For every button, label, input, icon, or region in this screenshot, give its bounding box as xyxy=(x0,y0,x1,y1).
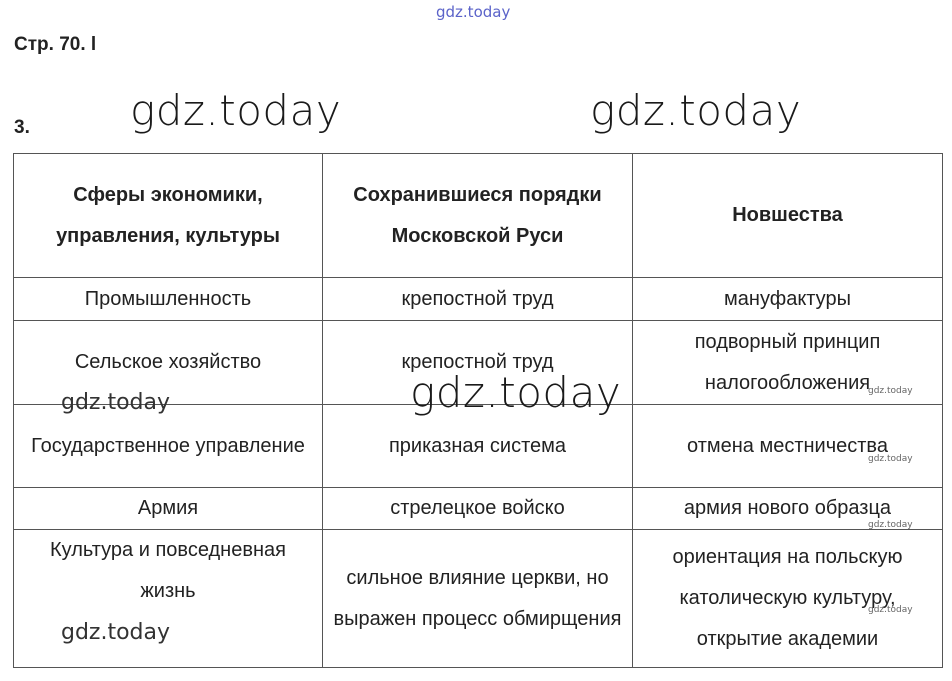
watermark-small: gdz.today xyxy=(868,605,913,615)
table-cell: стрелецкое войско xyxy=(323,488,633,530)
table-cell: Армия xyxy=(14,488,323,530)
table-cell: приказная система xyxy=(323,405,633,488)
header-cell: Сферы экономики, управления, культуры xyxy=(14,154,323,278)
watermark-large: gdz.today xyxy=(590,86,802,135)
watermark-large: gdz.today xyxy=(130,86,342,135)
table-cell: Государственное управление xyxy=(14,405,323,488)
table-cell: армия нового образца xyxy=(633,488,943,530)
watermark-small: gdz.today xyxy=(868,386,913,396)
table-cell: Культура и повседневная жизнь xyxy=(14,530,323,668)
table-cell: Сельское хозяйство xyxy=(14,321,323,405)
table-row xyxy=(14,488,943,530)
table-header-row xyxy=(14,154,943,278)
table-row xyxy=(14,530,943,668)
table-cell: Промышленность xyxy=(14,278,323,321)
table-cell: сильное влияние церкви, но выражен процесс обмирщения xyxy=(323,530,633,668)
table-row xyxy=(14,278,943,321)
watermark-top: gdz.today xyxy=(436,3,511,21)
watermark-medium: gdz.today xyxy=(61,620,171,645)
watermark-large: gdz.today xyxy=(410,368,622,417)
table-cell: мануфактуры xyxy=(633,278,943,321)
watermark-small: gdz.today xyxy=(868,520,913,530)
header-cell: Сохранившиеся порядки Московской Руси xyxy=(323,154,633,278)
watermark-small: gdz.today xyxy=(868,454,913,464)
watermark-medium: gdz.today xyxy=(61,390,171,415)
table-cell: ориентация на польскую католическую культуру, открытие академии xyxy=(633,530,943,668)
table-cell: подворный принцип налогообложения xyxy=(633,321,943,405)
header-cell: Новшества xyxy=(633,154,943,278)
table-cell: крепостной труд xyxy=(323,321,633,405)
exercise-number: 3. xyxy=(14,117,30,138)
page-title: Стр. 70. l xyxy=(14,34,97,55)
table-cell: отмена местничества xyxy=(633,405,943,488)
table-cell: крепостной труд xyxy=(323,278,633,321)
